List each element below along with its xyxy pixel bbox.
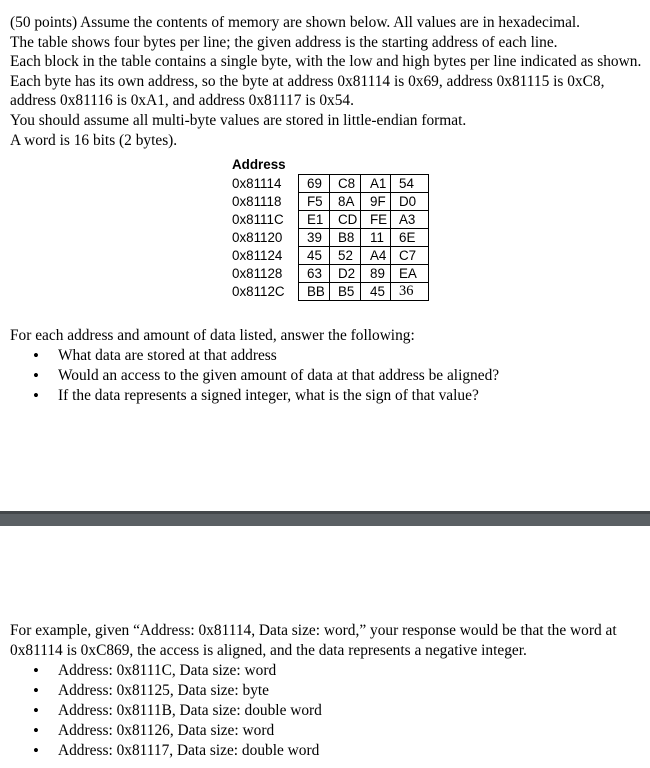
memory-byte: E1 bbox=[299, 211, 330, 229]
memory-byte: EA bbox=[391, 265, 429, 283]
address-header: Address bbox=[232, 157, 286, 172]
memory-byte: 39 bbox=[299, 229, 330, 247]
memory-byte: 45 bbox=[299, 247, 330, 265]
intro-line: You should assume all multi-byte values are stored in little-endian format. bbox=[10, 111, 467, 129]
memory-byte: D2 bbox=[330, 265, 361, 283]
memory-row bbox=[232, 229, 429, 247]
memory-byte: C7 bbox=[391, 247, 429, 265]
intro-text bbox=[10, 13, 642, 150]
intro-line: A word is 16 bits (2 bytes). bbox=[10, 131, 178, 149]
row-address: 0x81118 bbox=[232, 194, 282, 209]
row-address: 0x8112C bbox=[232, 284, 285, 299]
example-section bbox=[10, 621, 640, 761]
memory-row bbox=[232, 283, 429, 301]
row-address: 0x81114 bbox=[232, 176, 282, 191]
memory-row bbox=[232, 211, 429, 229]
memory-byte: D0 bbox=[391, 193, 429, 211]
memory-row bbox=[232, 247, 429, 265]
memory-byte: 89 bbox=[361, 265, 391, 283]
section-divider bbox=[0, 511, 650, 526]
memory-byte: A4 bbox=[361, 247, 391, 265]
row-address: 0x81124 bbox=[232, 248, 283, 263]
example-list bbox=[10, 661, 640, 761]
memory-row bbox=[232, 175, 429, 193]
list-item: • If the data represents a signed integer, what is the sign of that value? bbox=[10, 386, 640, 406]
memory-table bbox=[232, 156, 429, 301]
intro-line: The table shows four bytes per line; the given address is the starting address of each line. bbox=[10, 33, 558, 51]
memory-byte: CD bbox=[330, 211, 361, 229]
memory-byte: 69 bbox=[299, 175, 330, 193]
memory-byte: 11 bbox=[361, 229, 391, 247]
memory-byte: A1 bbox=[361, 175, 391, 193]
questions-section bbox=[10, 326, 640, 406]
row-address: 0x81120 bbox=[232, 230, 283, 245]
memory-byte: FE bbox=[361, 211, 391, 229]
memory-byte: B5 bbox=[330, 283, 361, 301]
questions-lead: For each address and amount of data listed, answer the following: bbox=[10, 327, 415, 344]
memory-byte: 45 bbox=[361, 283, 391, 301]
intro-line: Each block in the table contains a single byte, with the low and high bytes per line indicated as shown. Each byte has its own address, so the byte at address 0x81114 is 0x69, address 0x81115 is 0xC8, address 0x81116 is 0xA1, and address 0x81117 is 0x54. bbox=[10, 53, 642, 110]
list-item: • Address: 0x8111B, Data size: double word bbox=[10, 701, 640, 721]
memory-byte: 8A bbox=[330, 193, 361, 211]
memory-byte: 9F bbox=[361, 193, 391, 211]
memory-byte: BB bbox=[299, 283, 330, 301]
memory-byte: F5 bbox=[299, 193, 330, 211]
row-address: 0x81128 bbox=[232, 266, 283, 281]
memory-row bbox=[232, 265, 429, 283]
memory-byte: 54 bbox=[391, 175, 429, 193]
list-item: • Address: 0x81126, Data size: word bbox=[10, 721, 640, 741]
questions-list bbox=[10, 346, 640, 406]
example-text: For example, given “Address: 0x81114, Data size: word,” your response would be that the word at 0x81114 is 0xC869, the access is aligned, and the data represents a negative integer. bbox=[10, 622, 617, 659]
memory-row bbox=[232, 193, 429, 211]
memory-byte: C8 bbox=[330, 175, 361, 193]
memory-byte: B8 bbox=[330, 229, 361, 247]
list-item: • Address: 0x81117, Data size: double word bbox=[10, 741, 640, 761]
list-item: • Would an access to the given amount of data at that address be aligned? bbox=[10, 366, 640, 386]
intro-line: (50 points) Assume the contents of memory are shown below. All values are in hexadecimal. bbox=[10, 14, 581, 31]
list-item: • Address: 0x81125, Data size: byte bbox=[10, 681, 640, 701]
memory-byte: 63 bbox=[299, 265, 330, 283]
memory-byte: 36 bbox=[391, 283, 429, 301]
list-item: • Address: 0x8111C, Data size: word bbox=[10, 661, 640, 681]
memory-byte: A3 bbox=[391, 211, 429, 229]
memory-byte: 52 bbox=[330, 247, 361, 265]
memory-byte: 6E bbox=[391, 229, 429, 247]
row-address: 0x8111C bbox=[232, 212, 284, 227]
list-item: • What data are stored at that address bbox=[10, 346, 640, 366]
